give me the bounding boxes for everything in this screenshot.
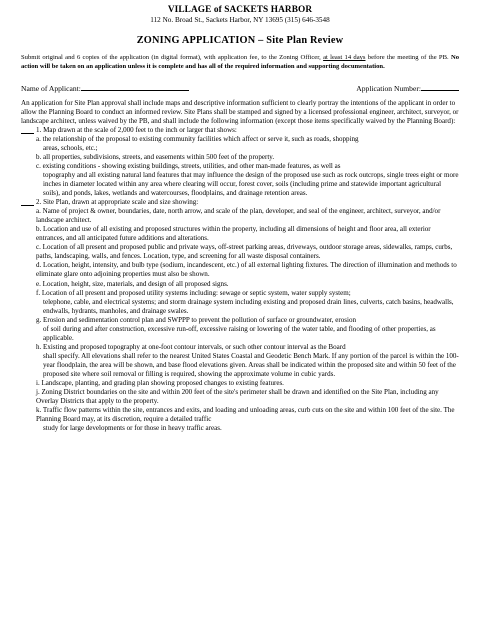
section-1-items: [21, 135, 459, 198]
application-number-input[interactable]: [421, 83, 459, 91]
section-2: [21, 198, 459, 433]
section-1-title: Map drawn at the scale of 2,000 feet to the inch or larger that shows:: [43, 125, 237, 134]
application-number-field: [356, 83, 459, 94]
applicant-row: [21, 83, 459, 94]
application-number-label: Application Number:: [356, 83, 421, 93]
item-text: a. the relationship of the proposal to existing community facilities which affect or serve it, such as roads, shopping: [36, 134, 359, 143]
section-1-number: 1.: [36, 125, 42, 134]
village-address: 112 No. Broad St., Sackets Harbor, NY 13695 (315) 646-3548: [150, 16, 330, 24]
item-text: a. Name of project & owner, boundaries, date, north arrow, and scale of the plan, developer, and seal of the engineer, architect, surveyor, and/or landscape architect.: [36, 207, 441, 225]
list-item: [36, 243, 459, 261]
instructions-text-2: before the meeting of the PB.: [367, 54, 449, 61]
section-1-heading: [21, 126, 459, 135]
section-2-title: Site Plan, drawn at appropriate scale and size showing:: [43, 198, 199, 207]
list-item: [36, 153, 459, 162]
section-1-checkbox[interactable]: [21, 126, 34, 134]
submission-instructions: [21, 54, 459, 72]
intro-paragraph: An application for Site Plan approval shall include maps and descriptive information sufficient to clearly portray the intentions of the applicant in order to allow the Planning Board to conduct an informed review. Site Plans shall be stamped and signed by a licensed professional engineer, architect, surveyor, or landscape architect, unless waived by the PB, and shall include the following information (except those items specifically waived by the Planning Board):: [21, 98, 459, 125]
item-text: i. Landscape, planting, and grading plan showing proposed changes to existing features.: [36, 379, 284, 388]
list-item: [36, 261, 459, 279]
item-text: f. Location of all present and proposed utility systems including: sewage or septic system, water supply system;: [36, 288, 351, 297]
applicant-name-input[interactable]: [81, 83, 189, 91]
instructions-text-1: Submit original and 6 copies of the application (in digital format), with application fee, to the Zoning Officer,: [21, 54, 321, 61]
item-continuation: study for large developments or for those in heavy traffic areas.: [43, 424, 222, 433]
item-text: c. Location of all present and proposed public and private ways, off-street parking areas, driveways, outdoor storage areas, sidewalks, ramps, curbs, paths, landscaping, walls, and fences. Location, type, and screening for all waste disposal containers.: [36, 243, 453, 261]
item-text: c. existing conditions - showing existing buildings, streets, utilities, and other man-made features, as well as: [36, 161, 341, 170]
list-item: [36, 379, 459, 388]
item-text: h. Existing and proposed topography at one-foot contour intervals, or such other contour interval as the Board: [36, 342, 346, 351]
section-1: [21, 126, 459, 198]
list-item: [36, 225, 459, 243]
form-title: ZONING APPLICATION – Site Plan Review: [136, 35, 344, 46]
list-item: [36, 135, 459, 153]
section-2-number: 2.: [36, 198, 42, 207]
list-item: [36, 289, 459, 316]
item-text: g. Erosion and sedimentation control plan and SWPPP to prevent the pollution of surface or groundwater, erosion: [36, 315, 357, 324]
list-item: [36, 343, 459, 379]
deadline-text: at least 14 days: [323, 54, 366, 61]
village-name: VILLAGE of SACKETS HARBOR: [167, 5, 313, 15]
list-item: [36, 207, 459, 225]
applicant-field: [21, 83, 189, 94]
list-item: [36, 316, 459, 343]
section-2-heading: [21, 198, 459, 207]
item-continuation: areas, schools, etc.;: [43, 143, 98, 152]
item-text: d. Location, height, intensity, and bulb type (sodium, incandescent, etc.) of all external lighting fixtures. The direction of illumination and methods to eliminate glare onto adjoining properties must also be shown.: [36, 261, 457, 279]
section-2-items: [21, 207, 459, 433]
item-text: j. Zoning District boundaries on the site and within 200 feet of the site's perimeter shall be drawn and identified on the Site Plan, including any Overlay Districts that apply to the property.: [36, 388, 439, 406]
list-item: [36, 162, 459, 198]
section-2-checkbox[interactable]: [21, 198, 34, 206]
item-text: k. Traffic flow patterns within the site, entrances and exits, and loading and unloading areas, curb cuts on the site and within 100 feet of the site. The Planning Board may, at its discretion, require a detailed traffic: [36, 406, 455, 424]
item-continuation: topography and all existing natural land features that may influence the design of the proposed use such as rock outcrops, single trees eight or more inches in diameter located within any area where clearing will occur, forest cover, soils (including prime and statewide important agricultural soils), and ponds, lakes, wetlands and watercourses, floodplains, and drainage retention areas.: [43, 170, 459, 198]
applicant-label: Name of Applicant:: [21, 83, 81, 93]
item-continuation: shall specify. All elevations shall refer to the nearest United States Coastal and Geodetic Bench Mark. If any portion of the parcel is within the 100-year floodplain, the area will be shown, and base flood elevations given. Areas shall be indicated within the proposed site and within 50 feet of the proposed site where soil removal or filling is required, showing the approximate volume in cubic yards.: [43, 351, 459, 378]
item-text: b. Location and use of all existing and proposed structures within the property, including all dimensions of height and floor area, all exterior entrances, and all anticipated future additions and alterations.: [36, 225, 431, 243]
item-continuation: telephone, cable, and electrical systems; and storm drainage system including existing and proposed drain lines, culverts, catch basins, headwalls, endwalls, hydrants, manholes, and drainage swales.: [43, 297, 454, 315]
item-text: b. all properties, subdivisions, streets, and easements within 500 feet of the property.: [36, 152, 275, 161]
instructions-warning: No action will be taken on an application unless it is complete and has all of the required information and supporting documentation.: [21, 54, 459, 70]
list-item: [36, 280, 459, 289]
list-item: [36, 406, 459, 433]
list-item: [36, 388, 459, 406]
item-continuation: of soil during and after construction, excessive run-off, excessive raising or lowering of the water table, and flooding of other properties, as applicable.: [43, 324, 436, 342]
item-text: e. Location, height, size, materials, and design of all proposed signs.: [36, 279, 229, 288]
